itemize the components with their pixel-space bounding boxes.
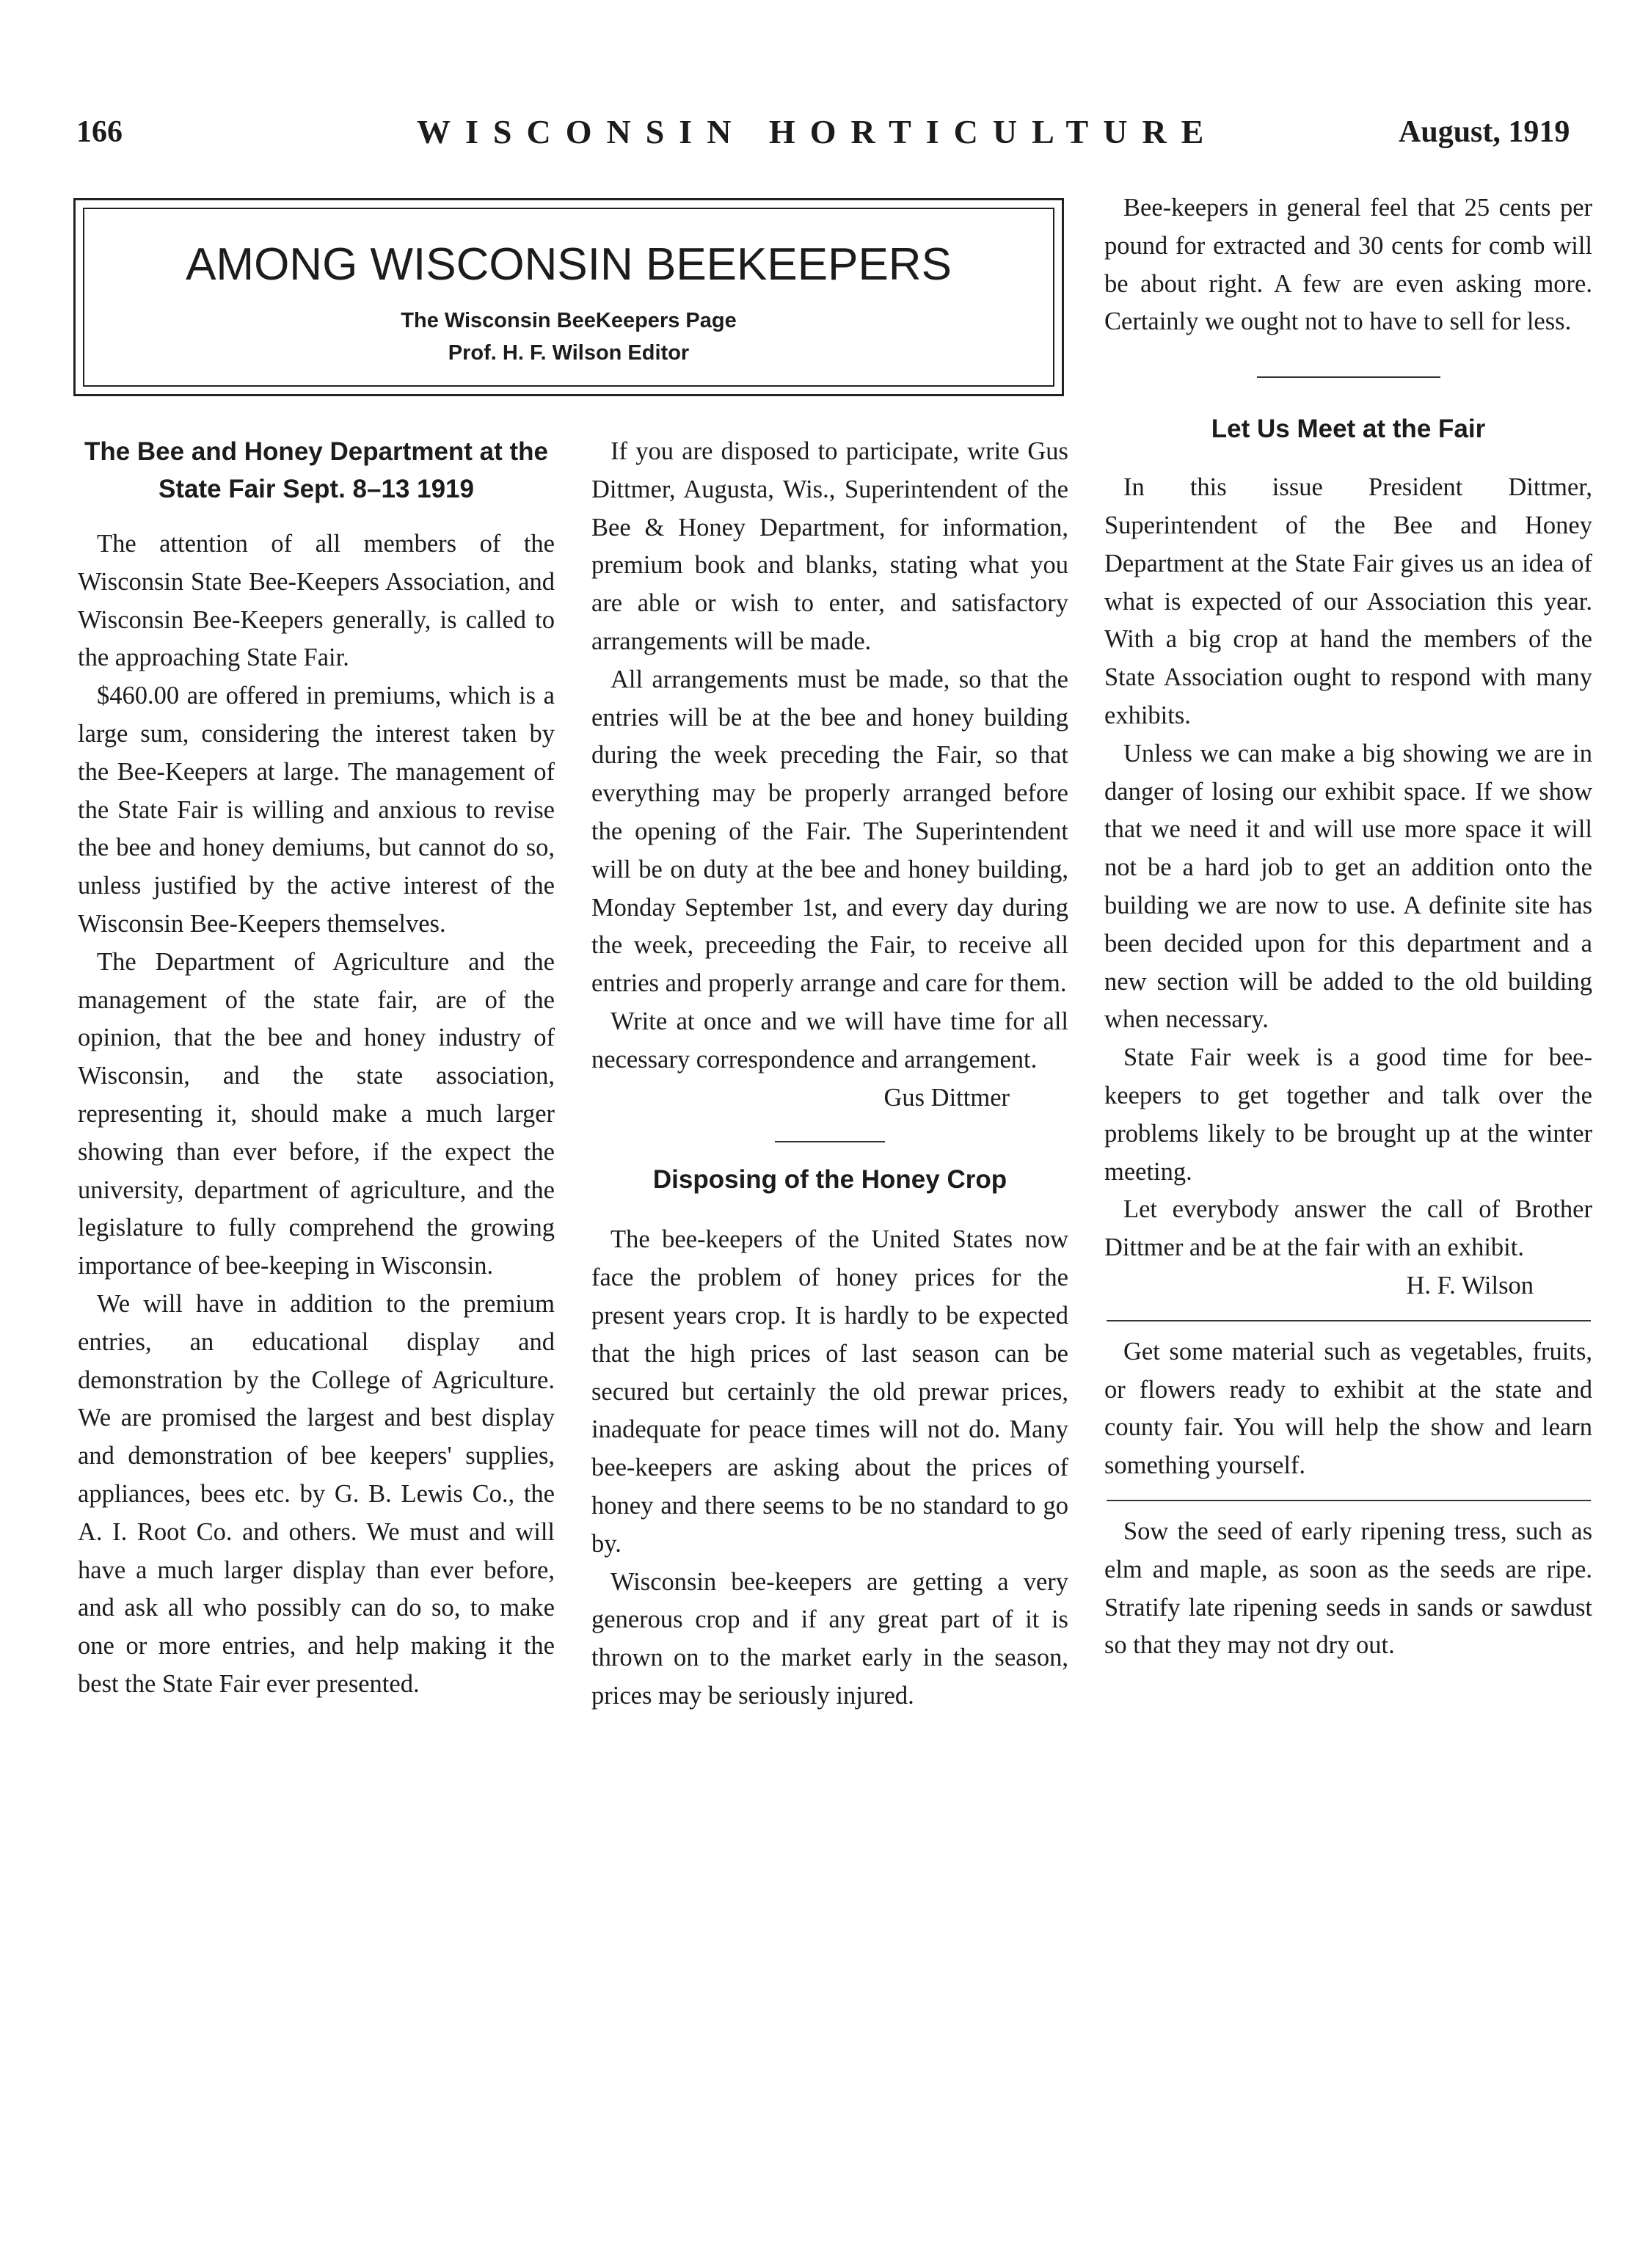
article3-signature: H. F. Wilson	[1406, 1271, 1534, 1299]
column-3	[1104, 189, 1592, 1665]
note-sow-seed: Sow the seed of early ripening tress, such as elm and maple, as soon as the seeds are ripe. Stratify late ripening seeds in sands or sawdust so that they may not dry out.	[1104, 1517, 1592, 1660]
page-number: 166	[76, 115, 123, 149]
masthead-title: WISCONSIN HORTICULTURE	[417, 113, 1219, 150]
article3-paragraph-3: State Fair week is a good time for bee-keepers to get together and talk over the problems likely to be brought up at the winter meeting.	[1104, 1043, 1592, 1186]
divider-rule	[1257, 376, 1440, 378]
column-1	[78, 433, 555, 1704]
article1-paragraph-2: $460.00 are offered in premiums, which is a large sum, considering the interest taken by the Bee-Keepers at large. The management of the State Fair is willing and anxious to revise the bee and honey demiums, but cannot do so, unless justified by the active interest of the Wisconsin Bee-Keepers themselves.	[78, 682, 555, 938]
article1-paragraph-6: All arrangements must be made, so that the entries will be at the bee and honey building during the week preceding the Fair, so that everything may be properly arranged before the opening of the Fair. The Superintendent will be on duty at the bee and honey building, Monday September 1st, and every day during the week, preceeding the Fair, to receive all entries and properly arrange and care for them.	[591, 665, 1068, 998]
article2-paragraph-2: Wisconsin bee-keepers are getting a very generous crop and if any great part of it is thrown on to the market early in the season, prices may be seriously injured.	[591, 1567, 1068, 1710]
article3-paragraph-1: In this issue President Dittmer, Superintendent of the Bee and Honey Department at the State Fair gives us an idea of what is expected of our Association this year. With a big crop at hand the members of the State Association ought to respond with many exhibits.	[1104, 473, 1592, 729]
section-editor: Prof. H. F. Wilson Editor	[448, 341, 690, 365]
headline-state-fair: The Bee and Honey Department at the State Fair Sept. 8–13 1919	[84, 437, 549, 503]
section-banner-inner	[83, 208, 1054, 387]
note-fair-material: Get some material such as vegetables, fruits, or flowers ready to exhibit at the state and county fair. You will help the show and learn something yourself.	[1104, 1337, 1592, 1480]
column-2	[591, 433, 1068, 1715]
article1-paragraph-3: The Department of Agriculture and the management of the state fair, are of the opinion, that the bee and honey industry of Wisconsin, and the state association, representing it, should make a much larger showing than ever before, if the expect the university, department of agriculture, and the legislature to fully comprehend the growing importance of bee-keeping in Wisconsin.	[78, 947, 555, 1280]
article1-paragraph-7: Write at once and we will have time for all necessary correspondence and arrangement.	[591, 1007, 1068, 1073]
issue-date: August, 1919	[1399, 115, 1570, 149]
divider-rule	[1107, 1500, 1591, 1501]
article2-paragraph-1: The bee-keepers of the United States now face the problem of honey prices for the present years crop. It is hardly to be expected that the high prices of last season can be secured but certainly the old prewar prices, inadequate for peace times will not do. Many bee-keepers are asking about the prices of honey and there seems to be no standard to go by.	[591, 1225, 1068, 1558]
article3-paragraph-2: Unless we can make a big showing we are in danger of losing our exhibit space. If we show that we need it and will use more space it will not be a hard job to get an addition onto the building we are now to use. A definite site has been decided upon for this department and a new section will be added to the old building when necessary.	[1104, 739, 1592, 1034]
article1-paragraph-1: The attention of all members of the Wisconsin State Bee-Keepers Association, and Wisconsin Bee-Keepers generally, is called to the approaching State Fair.	[78, 530, 555, 672]
article3-paragraph-4: Let everybody answer the call of Brother Dittmer and be at the fair with an exhibit.	[1104, 1195, 1592, 1262]
article1-paragraph-5: If you are disposed to participate, write Gus Dittmer, Augusta, Wis., Superintendent of the Bee & Honey Department, for information, premium book and blanks, stating what you are able or wish to enter, and satisfactory arrangements will be made.	[591, 437, 1068, 655]
article1-signature: Gus Dittmer	[883, 1083, 1010, 1112]
headline-honey-crop: Disposing of the Honey Crop	[652, 1165, 1007, 1195]
article1-paragraph-4: We will have in addition to the premium entries, an educational display and demonstration by the College of Agriculture. We are promised the largest and best display and demonstration of bee keepers' supplies, appliances, bees etc. by G. B. Lewis Co., the A. I. Root Co. and others. We must and will have a much larger display than ever before, and ask all who possibly can do so, to make one or more entries, and help making it the best the State Fair ever presented.	[78, 1289, 555, 1698]
headline-meet-at-fair: Let Us Meet at the Fair	[1211, 415, 1486, 444]
section-banner	[73, 198, 1064, 396]
section-subtitle: The Wisconsin BeeKeepers Page	[401, 309, 737, 332]
article2-paragraph-3: Bee-keepers in general feel that 25 cents per pound for extracted and 30 cents for comb will be about right. A few are even asking more. Certainly we ought not to have to sell for less.	[1104, 194, 1592, 336]
divider-rule	[775, 1141, 885, 1142]
divider-rule	[1107, 1320, 1591, 1321]
section-title: AMONG WISCONSIN BEEKEEPERS	[186, 239, 952, 290]
